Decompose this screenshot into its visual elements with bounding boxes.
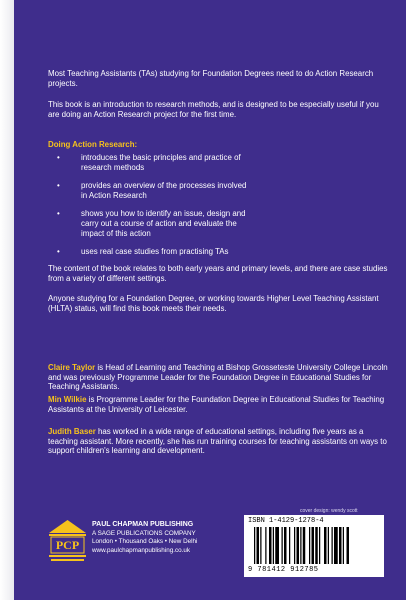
closing-paragraph-2: Anyone studying for a Foundation Degree, or working towards Higher Level Teaching Assistant (HLTA) status, will find this book meets their needs. — [48, 294, 379, 313]
feature-item: • introduces the basic principles and practice of research methods — [57, 153, 241, 172]
author-name: Claire Taylor — [48, 363, 96, 372]
publisher-logo-icon — [48, 519, 87, 562]
bullet-icon: • — [57, 181, 60, 191]
author-bio: Judith Baser has worked in a wide range of educational settings, including five years as a teaching assistant. More recently, she has run training courses for teaching assistants on ways to support children's learning and development. — [48, 427, 387, 456]
publisher-cities: London • Thousand Oaks • New Delhi — [92, 538, 198, 546]
intro-paragraph-2: This book is an introduction to research methods, and is designed to be especially useful if you are doing an Action Research project for the first time. — [48, 100, 379, 119]
barcode-digits: 9 781412 912785 — [248, 566, 319, 574]
bullet-icon: • — [57, 209, 60, 219]
closing-paragraph-1: The content of the book relates to both early years and primary levels, and there are case studies from a variety of different settings. — [48, 264, 388, 283]
features-heading: Doing Action Research: — [48, 140, 138, 149]
publisher-name: PAUL CHAPMAN PUBLISHING — [92, 521, 194, 528]
bullet-icon: • — [57, 247, 60, 257]
publisher-info — [92, 521, 197, 555]
author-name: Min Wilkie — [48, 395, 87, 404]
barcode-panel — [244, 515, 384, 577]
author-bio: Claire Taylor is Head of Learning and Teaching at Bishop Grosseteste University College Lincoln and was previously Programme Leader for the Foundation Degree in Educational Studies for Teaching Assistants. — [48, 363, 388, 392]
feature-item: • uses real case studies from practising TAs — [57, 247, 229, 257]
logo-text: PCP — [55, 538, 80, 552]
bullet-icon: • — [57, 153, 60, 162]
publisher-website: www.paulchapmanpublishing.co.uk — [92, 546, 191, 554]
feature-item: • provides an overview of the processes involved in Action Research — [57, 181, 247, 200]
feature-item: • shows you how to identify an issue, design and carry out a course of action and evaluate the impact of this action — [57, 209, 246, 238]
book-edge — [0, 0, 14, 600]
barcode-icon — [254, 527, 379, 564]
feature-list — [48, 153, 388, 266]
publisher-company: A SAGE PUBLICATIONS COMPANY — [92, 529, 196, 537]
author-bio: Min Wilkie is Programme Leader for the Foundation Degree in Educational Studies for Teaching Assistants at the University of Leicester. — [48, 395, 385, 414]
intro-paragraph-1: Most Teaching Assistants (TAs) studying for Foundation Degrees need to do Action Research projects. — [48, 69, 374, 88]
author-name: Judith Baser — [48, 427, 96, 436]
isbn-label: ISBN 1-4129-1278-4 — [248, 517, 324, 525]
cover-credit: cover design: wendy scott — [300, 508, 358, 514]
